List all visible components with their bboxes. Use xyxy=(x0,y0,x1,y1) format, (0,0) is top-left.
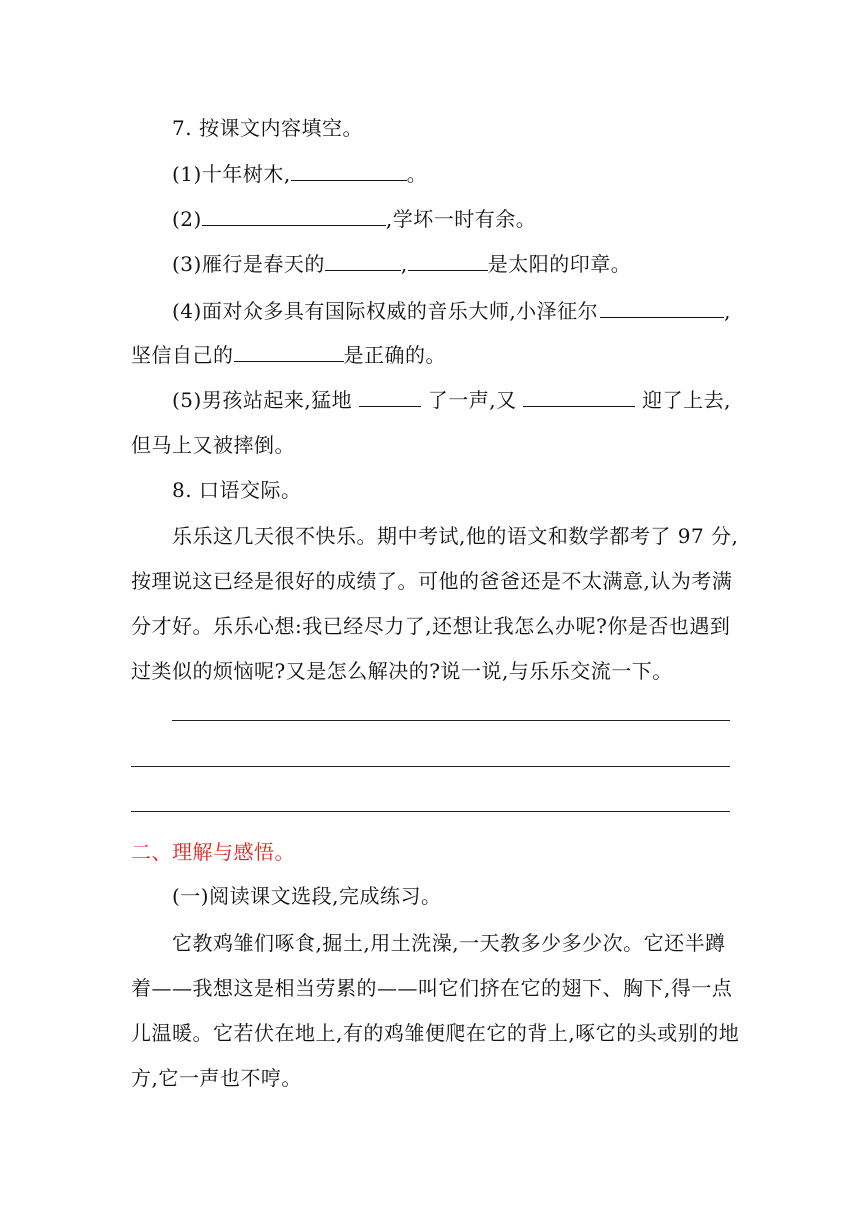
answer-blank[interactable] xyxy=(291,160,407,181)
q7-item-5-text: (5)男孩站起来,猛地 xyxy=(172,388,353,412)
answer-blank[interactable] xyxy=(202,205,386,226)
q7-item-4-line-1 xyxy=(172,297,731,325)
q7-item-1-end: 。 xyxy=(406,162,428,186)
q7-item-2-end: ,学坏一时有余。 xyxy=(385,207,537,231)
q7-title: 7. 按课文内容填空。 xyxy=(172,116,363,140)
q7-item-2-text: (2) xyxy=(172,207,202,231)
answer-blank[interactable] xyxy=(325,250,401,271)
q7-item-3-text: (3)雁行是春天的 xyxy=(172,252,325,276)
section-2-heading: 二、理解与感悟。 xyxy=(131,840,295,864)
q7-item-4-sep: , xyxy=(724,299,731,323)
q7-item-4-end: 是正确的。 xyxy=(343,343,446,367)
q7-item-1-text: (1)十年树木, xyxy=(172,162,291,186)
q7-item-4-cont: 坚信自己的 xyxy=(131,343,234,367)
answer-blank[interactable] xyxy=(359,386,421,407)
q8-paragraph-line: 按理说这已经是很好的成绩了。可他的爸爸还是不太满意,认为考满 xyxy=(131,569,733,593)
q7-item-3-end: 是太阳的印章。 xyxy=(487,252,632,276)
q7-item-4-line-2 xyxy=(131,341,731,369)
q8-title: 8. 口语交际。 xyxy=(172,478,302,502)
q8-paragraph-line: 过类似的烦恼呢?又是怎么解决的?说一说,与乐乐交流一下。 xyxy=(131,659,673,683)
q8-paragraph-line: 分才好。乐乐心想:我已经尽力了,还想让我怎么办呢?你是否也遇到 xyxy=(131,614,731,638)
passage-line: 儿温暖。它若伏在地上,有的鸡雏便爬在它的背上,啄它的头或别的地 xyxy=(131,1021,740,1045)
answer-blank[interactable] xyxy=(234,341,344,362)
q7-item-3 xyxy=(172,250,731,278)
answer-blank[interactable] xyxy=(408,250,488,271)
q7-item-5-mid: 了一声,又 xyxy=(427,388,517,412)
answer-blank[interactable] xyxy=(600,297,724,318)
passage-line: 着——我想这是相当劳累的——叫它们挤在它的翅下、胸下,得一点 xyxy=(131,976,733,1000)
q7-item-5-cont: 迎了上去, xyxy=(642,388,731,412)
answer-blank[interactable] xyxy=(523,386,635,407)
answer-line[interactable] xyxy=(131,811,730,812)
q7-item-2 xyxy=(172,205,731,233)
passage-line: 方,它一声也不哼。 xyxy=(131,1066,302,1090)
q7-item-3-sep: , xyxy=(400,252,408,276)
answer-line[interactable] xyxy=(172,720,730,721)
passage-line: 它教鸡雏们啄食,掘土,用土洗澡,一天教多少多少次。它还半蹲 xyxy=(172,931,726,955)
q7-item-1 xyxy=(172,160,731,188)
q7-item-5-line-2: 但马上又被摔倒。 xyxy=(131,433,295,457)
answer-line[interactable] xyxy=(131,766,730,767)
q7-item-4-text: (4)面对众多具有国际权威的音乐大师,小泽征尔 xyxy=(172,299,599,323)
q8-paragraph-line: 乐乐这几天很不快乐。期中考试,他的语文和数学都考了 97 分, xyxy=(172,524,739,548)
section-2-subheading: (一)阅读课文选段,完成练习。 xyxy=(172,884,442,908)
q7-item-5-line-1 xyxy=(172,386,731,414)
